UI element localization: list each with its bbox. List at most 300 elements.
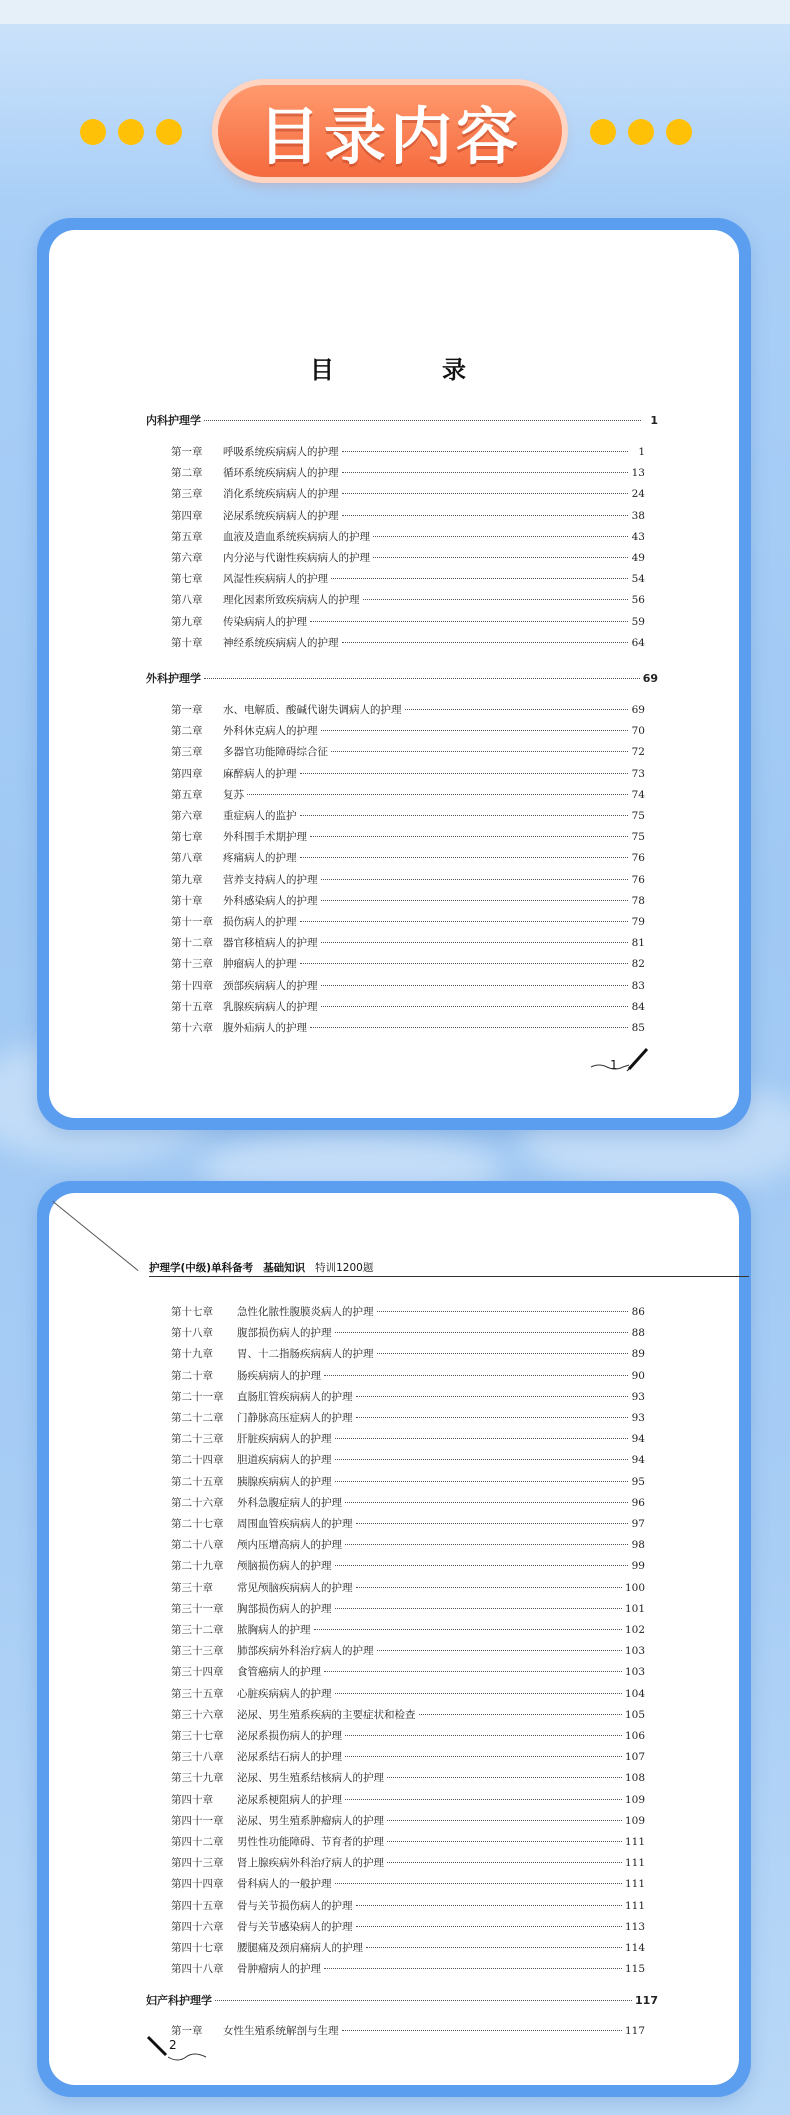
chapter-entry[interactable] [171, 956, 645, 971]
page-number: 109 [624, 1814, 645, 1827]
chapter-title: 外科休克病人的护理 [223, 725, 318, 738]
chapter-number: 第十四章 [171, 979, 213, 992]
chapter-entry[interactable] [171, 1601, 645, 1616]
chapter-number: 第二十一章 [171, 1390, 224, 1403]
chapter-entry[interactable] [171, 1919, 645, 1934]
dot-icon [590, 119, 616, 145]
chapter-title: 胆道疾病病人的护理 [237, 1454, 332, 1467]
chapter-entry[interactable] [171, 808, 645, 823]
chapter-entry[interactable] [171, 1940, 645, 1955]
toc-page-1-card [37, 218, 751, 1130]
chapter-entry[interactable] [171, 1707, 645, 1722]
chapter-title: 泌尿系损伤病人的护理 [237, 1730, 342, 1742]
dot-leader [373, 536, 628, 537]
chapter-entry[interactable] [171, 614, 645, 629]
page-number: 102 [624, 1624, 645, 1636]
page-number: 79 [631, 916, 645, 928]
chapter-entry[interactable] [171, 486, 645, 501]
chapter-title: 胰腺疾病病人的护理 [237, 1475, 332, 1488]
chapter-number: 第四章 [171, 767, 203, 780]
chapter-number: 第五章 [171, 788, 203, 801]
chapter-title: 营养支持病人的护理 [223, 873, 318, 886]
page-number: 96 [631, 1496, 645, 1509]
chapter-title: 腹外疝病人的护理 [223, 1022, 307, 1034]
chapter-title: 麻醉病人的护理 [223, 767, 297, 780]
chapter-number: 第一章 [171, 704, 203, 716]
chapter-entry[interactable] [171, 1770, 645, 1785]
chapter-entry[interactable] [171, 1495, 645, 1510]
dot-leader [310, 621, 628, 622]
chapter-entry[interactable] [171, 1686, 645, 1701]
chapter-title: 水、电解质、酸碱代谢失调病人的护理 [223, 704, 402, 716]
page-number: 94 [631, 1433, 645, 1446]
chapter-title: 男性性功能障碍、节育者的护理 [237, 1836, 384, 1848]
chapter-entry[interactable] [171, 1452, 645, 1467]
page-number: 75 [631, 810, 645, 822]
toc-page-2-card [37, 1181, 751, 2097]
dot-leader [324, 1968, 622, 1969]
section-entry[interactable] [146, 412, 658, 428]
chapter-number: 第十三章 [171, 958, 213, 971]
chapter-title: 风湿性疾病病人的护理 [223, 573, 328, 586]
page-number: 100 [624, 1581, 645, 1594]
page-number: 88 [631, 1327, 645, 1340]
section-entry[interactable] [146, 1992, 658, 2008]
chapter-number: 第十八章 [171, 1327, 213, 1340]
page-number: 75 [631, 831, 645, 844]
chapter-title: 呼吸系统疾病病人的护理 [223, 446, 339, 458]
chapter-number: 第三十八章 [171, 1751, 224, 1764]
page-number: 49 [631, 552, 645, 564]
chapter-number: 第三十一章 [171, 1602, 224, 1615]
chapter-entry[interactable] [171, 702, 645, 717]
page-number: 97 [631, 1518, 645, 1530]
page-number: 113 [624, 1920, 645, 1933]
header-book-title: 护理学(中级)单科备考 [149, 1262, 254, 1274]
chapter-entry[interactable] [171, 1898, 645, 1913]
dot-leader [387, 1841, 622, 1842]
chapter-entry[interactable] [171, 571, 645, 586]
dot-leader [204, 678, 640, 679]
dot-leader [321, 900, 629, 901]
page-number: 115 [624, 1963, 645, 1976]
page-number: 107 [624, 1751, 645, 1764]
page-number: 109 [624, 1793, 645, 1806]
chapter-title: 内分泌与代谢性疾病病人的护理 [223, 552, 370, 564]
folio-number: 1 [610, 1058, 618, 1072]
chapter-title: 腹部损伤病人的护理 [237, 1327, 332, 1340]
chapter-number: 第二章 [171, 725, 203, 738]
dot-leader [335, 1565, 629, 1566]
chapter-entry[interactable] [171, 1474, 645, 1489]
page-number: 83 [631, 979, 645, 992]
chapter-entry[interactable] [171, 935, 645, 950]
chapter-title: 泌尿系梗阻病人的护理 [237, 1793, 342, 1806]
chapter-entry[interactable] [171, 508, 645, 523]
chapter-entry[interactable] [171, 766, 645, 781]
dot-leader [387, 1777, 622, 1778]
chapter-entry[interactable] [171, 1749, 645, 1764]
page-number: 99 [631, 1560, 645, 1573]
page-number: 74 [631, 788, 645, 801]
page-number: 103 [624, 1645, 645, 1658]
dot-leader [300, 921, 629, 922]
dot-leader [377, 1650, 622, 1651]
chapter-entry[interactable] [171, 1622, 645, 1637]
dot-leader [331, 751, 628, 752]
page-number: 1 [638, 446, 645, 458]
chapter-title: 肾上腺疾病外科治疗病人的护理 [237, 1857, 384, 1870]
dot-leader [314, 1629, 622, 1630]
chapter-entry[interactable] [171, 635, 645, 650]
chapter-number: 第七章 [171, 573, 203, 586]
chapter-number: 第二十五章 [171, 1475, 224, 1488]
dot-leader [356, 1523, 629, 1524]
chapter-title: 急性化脓性腹膜炎病人的护理 [237, 1306, 374, 1318]
chapter-title: 女性生殖系统解剖与生理 [223, 2025, 339, 2038]
chapter-title: 胸部损伤病人的护理 [237, 1602, 332, 1615]
page-number: 86 [631, 1306, 645, 1318]
page-number: 90 [631, 1369, 645, 1382]
page-number: 111 [624, 1836, 645, 1848]
chapter-number: 第三十四章 [171, 1666, 224, 1679]
dot-leader [331, 578, 628, 579]
chapter-entry[interactable] [171, 893, 645, 908]
running-header [149, 1260, 749, 1277]
chapter-title: 损伤病人的护理 [223, 916, 297, 928]
page-number: 76 [631, 873, 645, 886]
chapter-entry[interactable] [171, 1728, 645, 1743]
dot-leader [345, 1502, 628, 1503]
chapter-title: 食管癌病人的护理 [237, 1666, 321, 1679]
dot-leader [335, 1438, 629, 1439]
chapter-number: 第十一章 [171, 916, 213, 928]
dot-leader [321, 985, 629, 986]
dot-leader [321, 942, 629, 943]
chapter-number: 第四十八章 [171, 1963, 224, 1976]
section-entry[interactable] [146, 670, 658, 686]
dot-leader [335, 1608, 622, 1609]
page-number: 70 [631, 725, 645, 738]
chapter-number: 第三十二章 [171, 1624, 224, 1636]
chapter-number: 第三十九章 [171, 1772, 224, 1785]
chapter-entry[interactable] [171, 1389, 645, 1404]
chapter-number: 第一章 [171, 2025, 203, 2038]
chapter-title: 疼痛病人的护理 [223, 852, 297, 865]
dot-leader [342, 472, 629, 473]
page-number: 54 [631, 573, 645, 586]
page-number: 76 [631, 852, 645, 865]
chapter-title: 直肠肛管疾病病人的护理 [237, 1390, 353, 1403]
section-title: 外科护理学 [146, 672, 201, 685]
chapter-number: 第二十七章 [171, 1518, 224, 1530]
chapter-title: 循环系统疾病病人的护理 [223, 467, 339, 480]
chapter-entry[interactable] [171, 2023, 645, 2038]
chapter-title: 肿瘤病人的护理 [223, 958, 297, 971]
chapter-entry[interactable] [171, 1304, 645, 1319]
page-number: 84 [631, 1000, 645, 1013]
chapter-entry[interactable] [171, 1325, 645, 1340]
dot-leader [342, 493, 629, 494]
page-number: 94 [631, 1454, 645, 1467]
chapter-title: 外科急腹症病人的护理 [237, 1496, 342, 1509]
chapter-number: 第三章 [171, 488, 203, 501]
chapter-number: 第四十五章 [171, 1899, 224, 1912]
chapter-title: 骨与关节感染病人的护理 [237, 1920, 353, 1933]
chapter-entry[interactable] [171, 550, 645, 565]
corner-rule [52, 1201, 138, 1271]
dot-leader [363, 599, 629, 600]
chapter-entry[interactable] [171, 1792, 645, 1807]
header-sub: 特训1200题 [315, 1262, 374, 1274]
chapter-title: 重症病人的监护 [223, 810, 297, 822]
chapter-title: 胃、十二指肠疾病病人的护理 [237, 1348, 374, 1361]
chapter-title: 骨肿瘤病人的护理 [237, 1963, 321, 1976]
chapter-number: 第二十八章 [171, 1539, 224, 1552]
chapter-number: 第七章 [171, 831, 203, 844]
chapter-entry[interactable] [171, 850, 645, 865]
chapter-title: 泌尿、男生殖系肿瘤病人的护理 [237, 1814, 384, 1827]
chapter-entry[interactable] [171, 1368, 645, 1383]
dot-leader [377, 1353, 629, 1354]
page-number: 69 [631, 704, 645, 716]
dot-leader [342, 642, 629, 643]
chapter-number: 第二章 [171, 467, 203, 480]
chapter-number: 第十二章 [171, 937, 213, 950]
chapter-title: 泌尿、男生殖系结核病人的护理 [237, 1772, 384, 1785]
page-number: 95 [631, 1475, 645, 1488]
chapter-number: 第四十章 [171, 1793, 213, 1806]
page-number: 56 [631, 594, 645, 607]
page-number: 43 [631, 530, 645, 543]
chapter-entry[interactable] [171, 1664, 645, 1679]
dot-leader [335, 1332, 629, 1333]
toc-heading: 目 录 [310, 356, 508, 384]
chapter-title: 消化系统疾病病人的护理 [223, 488, 339, 501]
dot-leader [215, 2000, 632, 2001]
page-number: 89 [631, 1348, 645, 1361]
chapter-entry[interactable] [171, 787, 645, 802]
chapter-entry[interactable] [171, 872, 645, 887]
chapter-title: 颅脑损伤病人的护理 [237, 1560, 332, 1573]
chapter-title: 外科感染病人的护理 [223, 894, 318, 907]
pen-icon [144, 2033, 214, 2067]
chapter-number: 第二十四章 [171, 1454, 224, 1467]
chapter-title: 泌尿系统疾病病人的护理 [223, 509, 339, 522]
dot-leader [300, 857, 629, 858]
chapter-title: 腰腿痛及颈肩痛病人的护理 [237, 1942, 363, 1954]
chapter-number: 第四十四章 [171, 1878, 224, 1891]
chapter-entry[interactable] [171, 592, 645, 607]
dot-leader [342, 451, 629, 452]
dot-leader [345, 1799, 622, 1800]
chapter-entry[interactable] [171, 1346, 645, 1361]
dot-leader [387, 1820, 622, 1821]
chapter-number: 第三十七章 [171, 1730, 224, 1742]
chapter-number: 第一章 [171, 446, 203, 458]
chapter-number: 第四十七章 [171, 1942, 224, 1954]
chapter-number: 第十九章 [171, 1348, 213, 1361]
chapter-entry[interactable] [171, 1431, 645, 1446]
page-number: 117 [624, 2025, 645, 2038]
chapter-title: 颈部疾病病人的护理 [223, 979, 318, 992]
dot-leader [356, 1396, 629, 1397]
chapter-number: 第九章 [171, 615, 203, 628]
chapter-entry[interactable] [171, 744, 645, 759]
dot-leader [324, 1671, 622, 1672]
dot-leader [310, 1027, 628, 1028]
dot-leader [373, 557, 628, 558]
chapter-entry[interactable] [171, 1580, 645, 1595]
pen-icon [589, 1045, 659, 1075]
chapter-entry[interactable] [171, 1961, 645, 1976]
page-number: 72 [631, 746, 645, 759]
page-number: 38 [631, 509, 645, 522]
toc-page-2 [49, 1193, 739, 2085]
chapter-number: 第四十一章 [171, 1814, 224, 1827]
dot-leader [321, 1006, 629, 1007]
page-number: 81 [631, 937, 645, 950]
page-number: 105 [624, 1708, 645, 1721]
chapter-title: 传染病病人的护理 [223, 615, 307, 628]
chapter-number: 第五章 [171, 530, 203, 543]
chapter-number: 第四章 [171, 509, 203, 522]
dot-leader [335, 1481, 629, 1482]
chapter-entry[interactable] [171, 1410, 645, 1425]
chapter-title: 多器官功能障碍综合征 [223, 746, 328, 759]
page-number: 111 [624, 1878, 645, 1891]
page-number: 106 [624, 1730, 645, 1742]
chapter-entry[interactable] [171, 444, 645, 459]
chapter-entry[interactable] [171, 978, 645, 993]
chapter-entry[interactable] [171, 1855, 645, 1870]
chapter-title: 泌尿系结石病人的护理 [237, 1751, 342, 1764]
chapter-number: 第四十三章 [171, 1857, 224, 1870]
chapter-number: 第二十六章 [171, 1496, 224, 1509]
chapter-number: 第八章 [171, 594, 203, 607]
chapter-title: 肝脏疾病病人的护理 [237, 1433, 332, 1446]
dot-leader [335, 1883, 622, 1884]
dot-leader [335, 1693, 622, 1694]
page-number: 103 [624, 1666, 645, 1679]
dot-leader [310, 836, 628, 837]
chapter-entry[interactable] [171, 914, 645, 929]
chapter-entry[interactable] [171, 1558, 645, 1573]
section-title: 妇产科护理学 [146, 1994, 212, 2008]
page-number: 93 [631, 1412, 645, 1424]
chapter-number: 第六章 [171, 552, 203, 564]
dot-icon [666, 119, 692, 145]
chapter-entry[interactable] [171, 723, 645, 738]
page-number: 85 [631, 1022, 645, 1034]
page-number: 69 [642, 672, 658, 685]
chapter-title: 肠疾病病人的护理 [237, 1369, 321, 1382]
chapter-title: 颅内压增高病人的护理 [237, 1539, 342, 1552]
chapter-title: 泌尿、男生殖系疾病的主要症状和检查 [237, 1708, 416, 1721]
chapter-title: 心脏疾病病人的护理 [237, 1687, 332, 1700]
chapter-number: 第八章 [171, 852, 203, 865]
chapter-number: 第十章 [171, 894, 203, 907]
dot-leader [300, 815, 629, 816]
dot-icon [80, 119, 106, 145]
chapter-entry[interactable] [171, 829, 645, 844]
page-number: 117 [635, 1994, 658, 2008]
chapter-number: 第三十章 [171, 1581, 213, 1594]
toc-page-1 [49, 230, 739, 1118]
page-number: 111 [624, 1899, 645, 1912]
chapter-number: 第十六章 [171, 1022, 213, 1034]
chapter-number: 第三十五章 [171, 1687, 224, 1700]
section-title: 内科护理学 [146, 414, 201, 427]
dot-icon [628, 119, 654, 145]
dot-leader [345, 1544, 628, 1545]
chapter-entry[interactable] [171, 999, 645, 1014]
chapter-title: 神经系统疾病病人的护理 [223, 636, 339, 649]
top-strip [0, 0, 790, 24]
chapter-entry[interactable] [171, 1516, 645, 1531]
dot-leader [247, 794, 628, 795]
chapter-title: 血液及造血系统疾病病人的护理 [223, 530, 370, 543]
dot-leader [324, 1375, 628, 1376]
chapter-title: 理化因素所致疾病病人的护理 [223, 594, 360, 607]
chapter-number: 第三十三章 [171, 1645, 224, 1658]
page-number: 73 [631, 767, 645, 780]
dot-leader [342, 2030, 622, 2031]
chapter-number: 第二十章 [171, 1369, 213, 1382]
dot-leader [345, 1756, 622, 1757]
chapter-number: 第十五章 [171, 1000, 213, 1013]
dot-leader [366, 1947, 622, 1948]
dot-leader [356, 1905, 622, 1906]
dot-leader [387, 1862, 622, 1863]
dot-leader [300, 773, 629, 774]
chapter-entry[interactable] [171, 1876, 645, 1891]
dot-leader [204, 420, 641, 421]
page-number: 101 [624, 1602, 645, 1615]
chapter-entry[interactable] [171, 1643, 645, 1658]
chapter-title: 器官移植病人的护理 [223, 937, 318, 950]
chapter-number: 第二十二章 [171, 1412, 224, 1424]
chapter-number: 第六章 [171, 810, 203, 822]
dot-leader [356, 1926, 622, 1927]
dot-leader [405, 709, 629, 710]
chapter-number: 第二十三章 [171, 1433, 224, 1446]
chapter-title: 肺部疾病外科治疗病人的护理 [237, 1645, 374, 1658]
chapter-title: 周围血管疾病病人的护理 [237, 1518, 353, 1530]
page-number: 59 [631, 615, 645, 628]
page-number: 93 [631, 1390, 645, 1403]
page-number: 1 [650, 414, 658, 427]
chapter-entry[interactable] [171, 1020, 645, 1035]
chapter-entry[interactable] [171, 529, 645, 544]
chapter-entry[interactable] [171, 465, 645, 480]
banner-title-pill [218, 85, 562, 177]
page-number: 111 [624, 1857, 645, 1870]
chapter-title: 脓胸病人的护理 [237, 1624, 311, 1636]
dot-leader [342, 515, 629, 516]
chapter-entry[interactable] [171, 1813, 645, 1828]
dot-leader [300, 963, 629, 964]
dot-leader [356, 1587, 622, 1588]
chapter-entry[interactable] [171, 1537, 645, 1552]
dot-leader [321, 730, 629, 731]
dot-leader [321, 879, 629, 880]
chapter-entry[interactable] [171, 1834, 645, 1849]
page-number: 104 [624, 1687, 645, 1700]
chapter-title: 乳腺疾病病人的护理 [223, 1000, 318, 1013]
dot-leader [419, 1714, 622, 1715]
dot-icon [156, 119, 182, 145]
